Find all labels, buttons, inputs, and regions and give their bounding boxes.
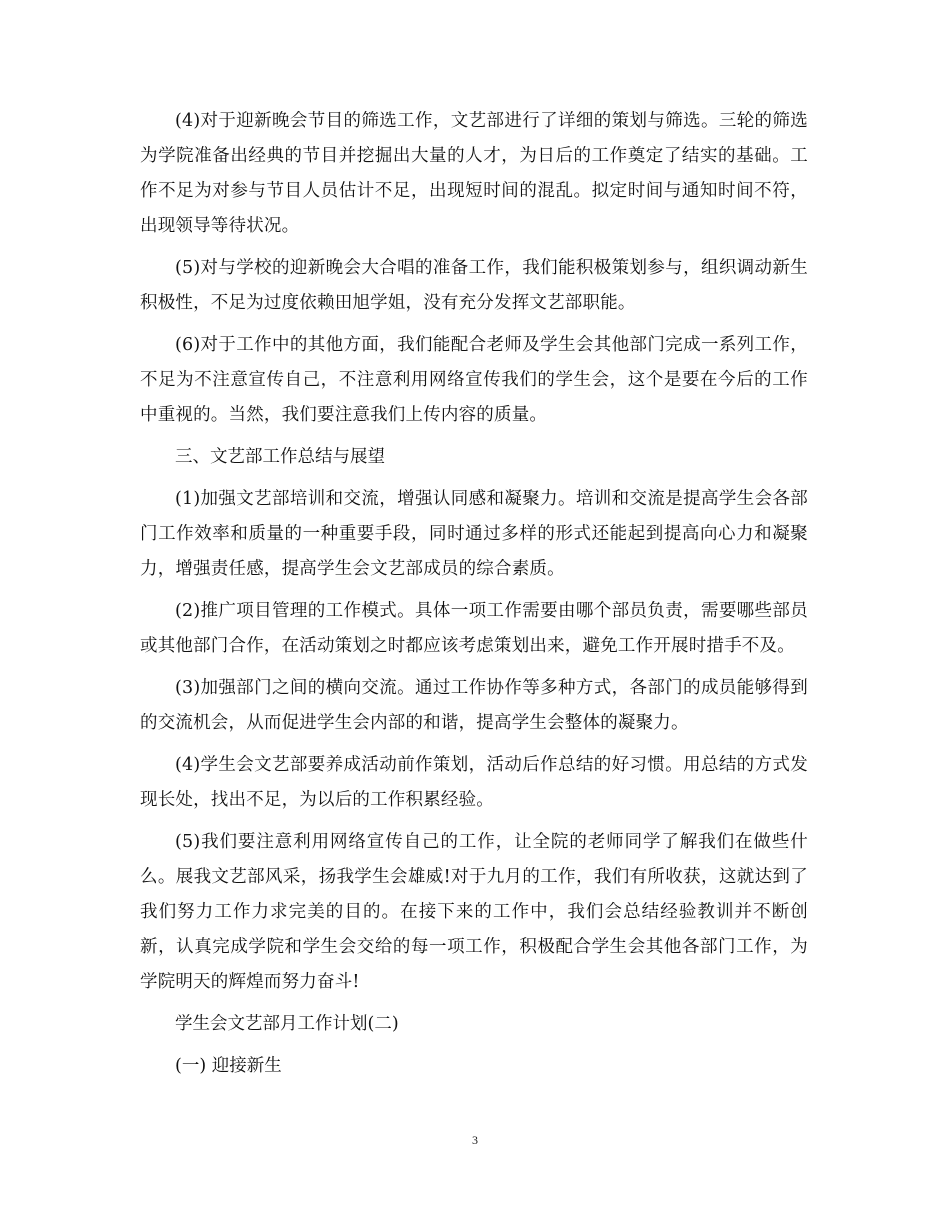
paragraph-outlook-3: (3)加强部门之间的横向交流。通过工作协作等多种方式，各部门的成员能够得到的交流机会，从而促进学生会内部的和谐，提高学生会整体的凝聚力。: [140, 678, 808, 733]
paragraph-review-6: (6)对于工作中的其他方面，我们能配合老师及学生会其他部门完成一系列工作，不足为不注意宣传自己，不注意利用网络宣传我们的学生会，这个是要在今后的工作中重视的。当然，我们要注意我们上传内容的质量。: [140, 335, 808, 425]
paragraph-review-5: (5)对与学校的迎新晚会大合唱的准备工作，我们能积极策划参与，组织调动新生积极性，不足为过度依赖田旭学姐，没有充分发挥文艺部职能。: [140, 258, 808, 313]
section-heading-summary-outlook: 三、文艺部工作总结与展望: [175, 447, 385, 467]
paragraph-outlook-2: (2)推广项目管理的工作模式。具体一项工作需要由哪个部员负责，需要哪些部员或其他部门合作，在活动策划之时都应该考虑策划出来，避免工作开展时措手不及。: [140, 601, 808, 656]
paragraph-outlook-1: (1)加强文艺部培训和交流，增强认同感和凝聚力。培训和交流是提高学生会各部门工作效率和质量的一种重要手段，同时通过多样的形式还能起到提高向心力和凝聚力，增强责任感，提高学生会文艺部成员的综合素质。: [140, 489, 808, 579]
document-body: [140, 104, 808, 1091]
subheading-welcome-freshmen: (一) 迎接新生: [175, 1056, 282, 1076]
paragraph-review-4: (4)对于迎新晚会节目的筛选工作，文艺部进行了详细的策划与筛选。三轮的筛选为学院准备出经典的节目并挖掘出大量的人才，为日后的工作奠定了结实的基础。工作不足为对参与节目人员估计不足，出现短时间的混乱。拟定时间与通知时间不符，出现领导等待状况。: [140, 111, 808, 236]
paragraph-outlook-5: (5)我们要注意利用网络宣传自己的工作，让全院的老师同学了解我们在做些什么。展我文艺部风采，扬我学生会雄威!对于九月的工作，我们有所收获，这就达到了我们努力工作力求完美的目的。在接下来的工作中，我们会总结经验教训并不断创新，认真完成学院和学生会交给的每一项工作，积极配合学生会其他各部门工作，为学院明天的辉煌而努力奋斗!: [140, 832, 808, 992]
paragraph-outlook-4: (4)学生会文艺部要养成活动前作策划，活动后作总结的好习惯。用总结的方式发现长处，找出不足，为以后的工作积累经验。: [140, 755, 808, 810]
section-heading-plan-2: 学生会文艺部月工作计划(二): [175, 1014, 399, 1034]
page-number: 3: [472, 1133, 478, 1147]
